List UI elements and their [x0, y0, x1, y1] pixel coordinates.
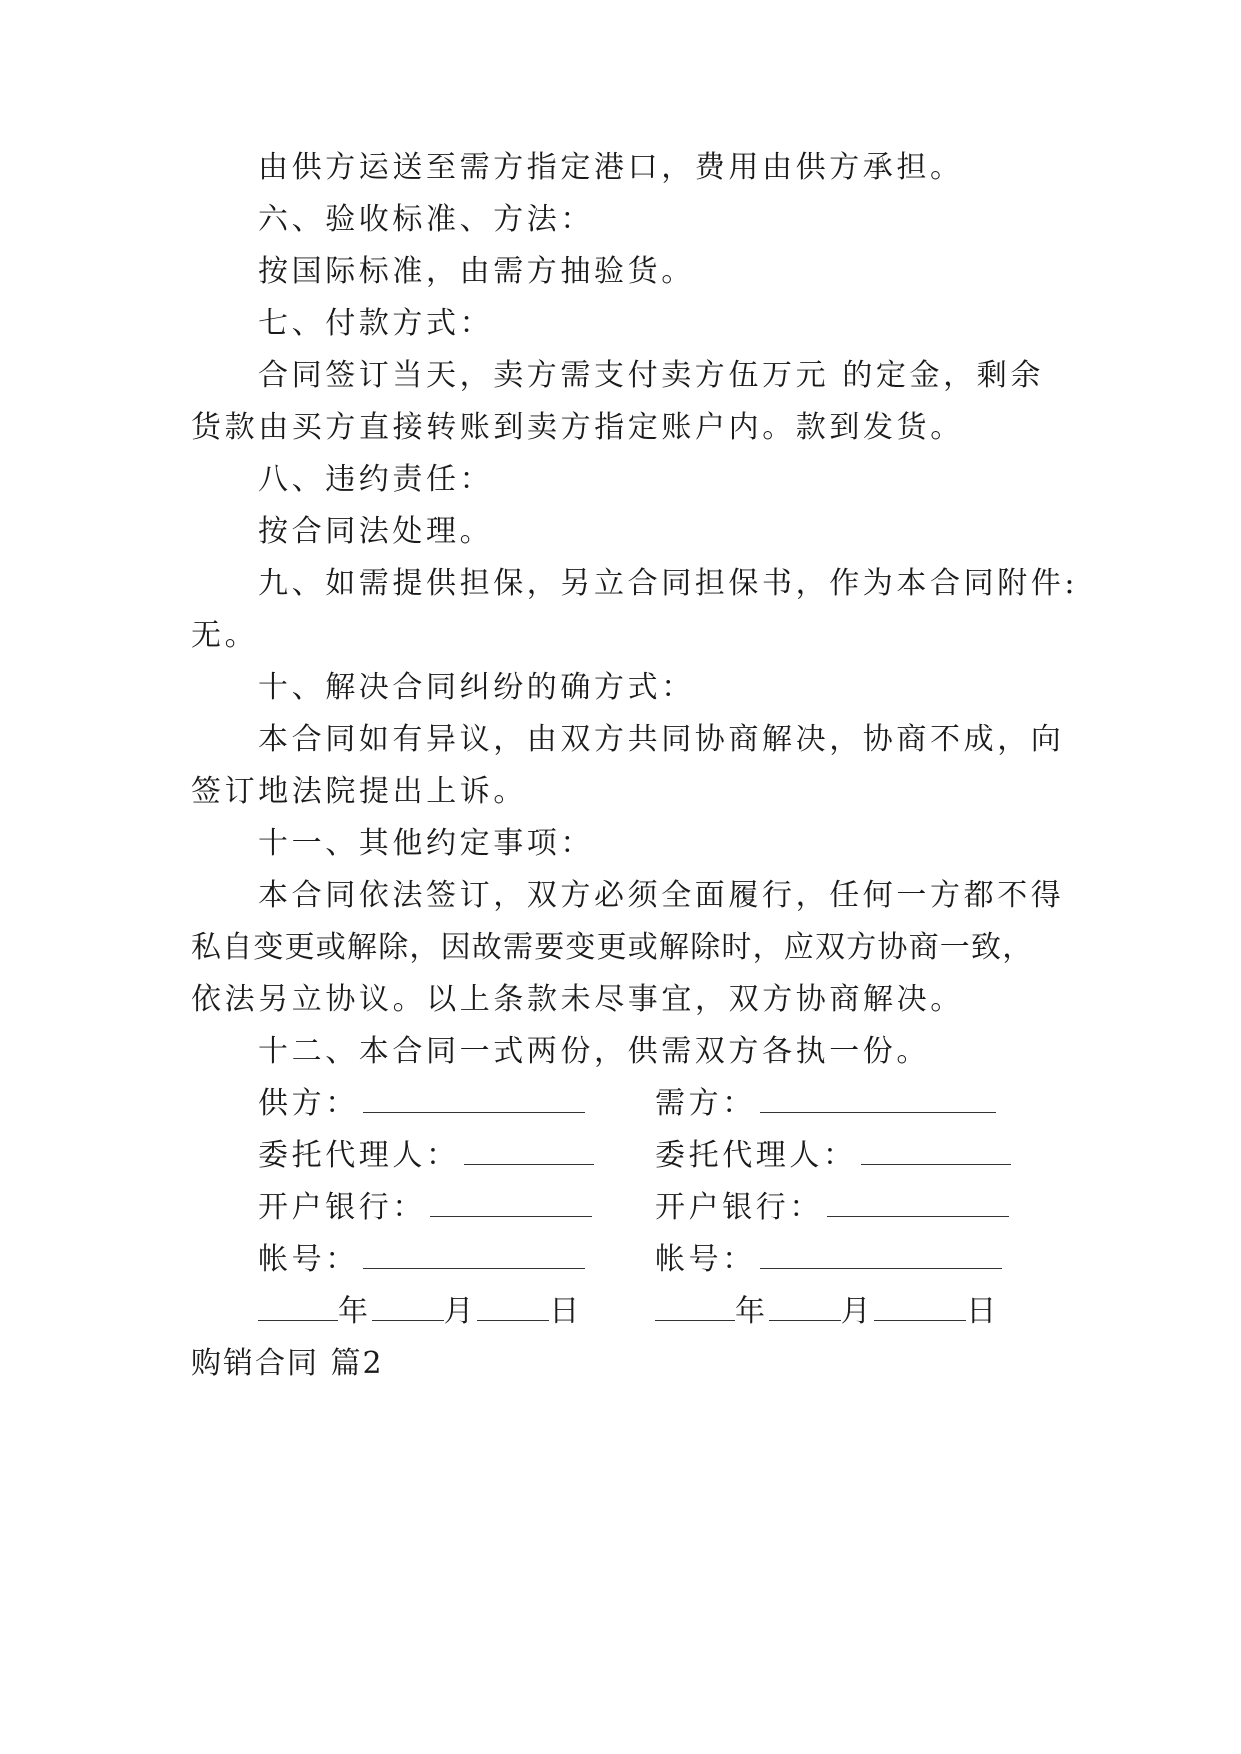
buyer-account-label: 帐号：: [655, 1242, 756, 1277]
heading-other: 十一、其他约定事项：: [258, 826, 594, 861]
supplier-account-blank: [363, 1242, 585, 1269]
buyer-agent-label: 委托代理人：: [655, 1138, 857, 1173]
buyer-bank-blank: [827, 1190, 1009, 1217]
paragraph-acceptance: 按国际标准，由需方抽验货。: [258, 254, 695, 289]
paragraph-payment-line2: 货款由买方直接转账到卖方指定账户内。款到发货。: [191, 410, 964, 445]
supplier-year-label: 年: [338, 1294, 372, 1329]
supplier-bank-blank: [430, 1190, 592, 1217]
paragraph-payment-line1: 合同签订当天，卖方需支付卖方伍万元 的定金，剩余: [258, 358, 1044, 393]
heading-guarantee: 九、如需提供担保，另立合同担保书，作为本合同附件:: [258, 566, 1079, 601]
buyer-agent-field: [655, 1136, 1011, 1176]
supplier-bank-label: 开户银行：: [258, 1190, 426, 1225]
supplier-agent-field: [258, 1136, 594, 1176]
buyer-month-label: 月: [840, 1294, 875, 1329]
buyer-year-label: 年: [735, 1294, 769, 1329]
buyer-year-blank: [655, 1294, 735, 1321]
supplier-account-label: 帐号：: [258, 1242, 359, 1277]
supplier-label: 供方：: [258, 1086, 359, 1121]
paragraph-breach: 按合同法处理。: [258, 514, 494, 549]
supplier-day-blank: [477, 1294, 549, 1321]
buyer-agent-blank: [861, 1138, 1011, 1165]
buyer-blank: [760, 1086, 996, 1113]
buyer-day-label: 日: [966, 1294, 1000, 1329]
supplier-date-field: [258, 1292, 583, 1332]
heading-dispute: 十、解决合同纠纷的确方式：: [258, 670, 695, 705]
heading-copies: 十二、本合同一式两份，供需双方各执一份。: [258, 1034, 930, 1069]
heading-payment: 七、付款方式：: [258, 306, 494, 341]
paragraph-other-line2: 私自变更或解除，因故需要变更或解除时，应双方协商一致，: [191, 930, 1034, 965]
buyer-account-field: [655, 1240, 1002, 1280]
next-section-title: 购销合同 篇2: [191, 1346, 384, 1381]
buyer-bank-field: [655, 1188, 1009, 1228]
supplier-blank: [363, 1086, 585, 1113]
buyer-label: 需方：: [655, 1086, 756, 1121]
supplier-day-label: 日: [549, 1294, 583, 1329]
paragraph-other-line1: 本合同依法签订，双方必须全面履行，任何一方都不得: [258, 878, 1065, 913]
supplier-bank-field: [258, 1188, 592, 1228]
supplier-field: [258, 1084, 585, 1124]
supplier-account-field: [258, 1240, 585, 1280]
buyer-date-field: [655, 1292, 1000, 1332]
supplier-month-blank: [372, 1294, 444, 1321]
buyer-field: [655, 1084, 996, 1124]
buyer-day-blank: [874, 1294, 966, 1321]
heading-acceptance: 六、验收标准、方法：: [258, 202, 594, 237]
paragraph-other-line3: 依法另立协议。以上条款未尽事宜，双方协商解决。: [191, 982, 964, 1017]
paragraph-dispute-line2: 签订地法院提出上诉。: [191, 774, 527, 809]
paragraph-guarantee: 无。: [191, 618, 259, 653]
supplier-agent-blank: [464, 1138, 594, 1165]
paragraph-dispute-line1: 本合同如有异议，由双方共同协商解决，协商不成，向: [258, 722, 1065, 757]
buyer-bank-label: 开户银行：: [655, 1190, 823, 1225]
supplier-month-label: 月: [443, 1294, 478, 1329]
supplier-year-blank: [258, 1294, 338, 1321]
heading-breach: 八、违约责任：: [258, 462, 494, 497]
supplier-agent-label: 委托代理人：: [258, 1138, 460, 1173]
buyer-account-blank: [760, 1242, 1002, 1269]
buyer-month-blank: [769, 1294, 841, 1321]
paragraph-shipping: 由供方运送至需方指定港口，费用由供方承担。: [258, 150, 964, 185]
